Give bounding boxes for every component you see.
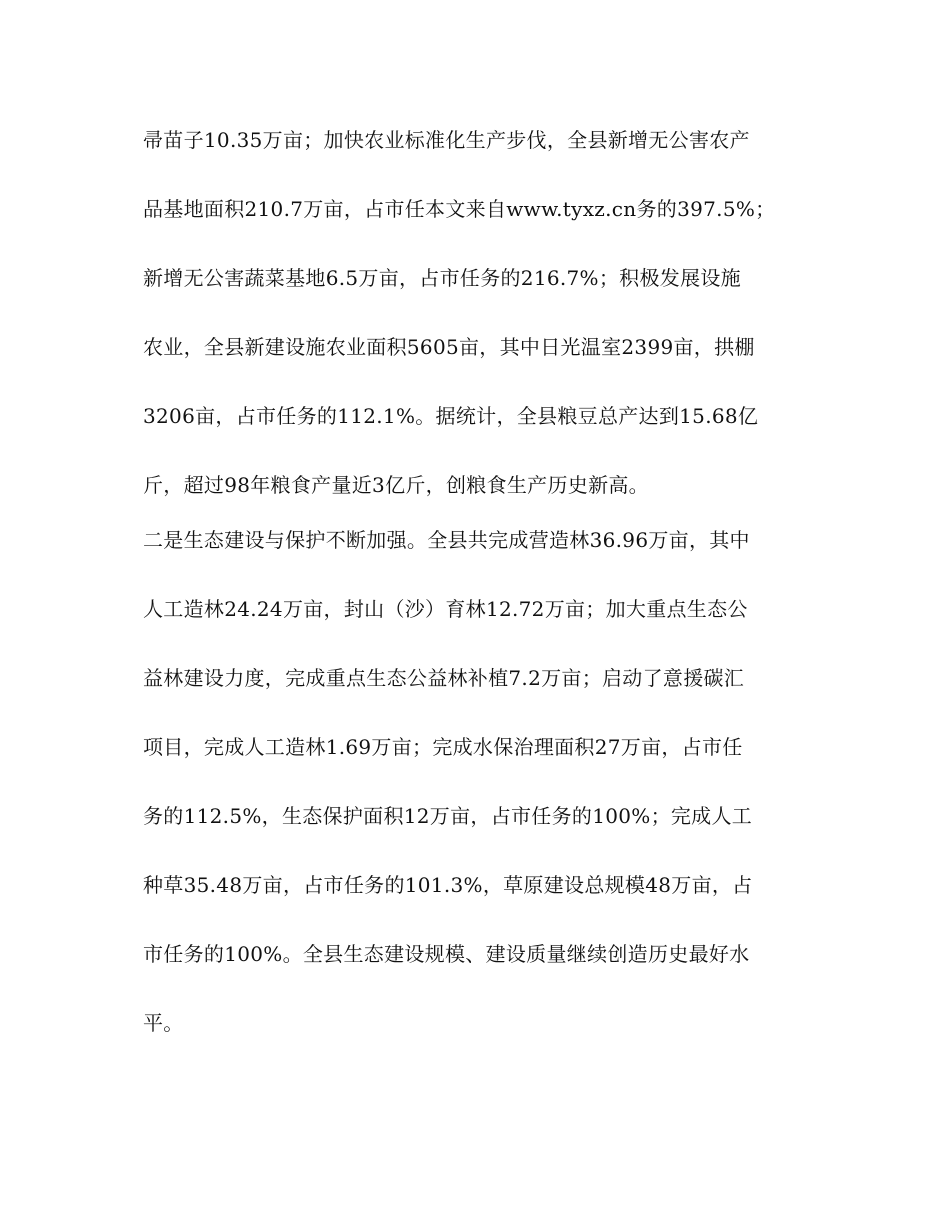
paragraph-2-line-5: 务的112.5%，生态保护面积12万亩，占市任务的100%；完成人工 xyxy=(143,804,753,828)
paragraph-2-line-1: 二是生态建设与保护不断加强。全县共完成营造林36.96万亩，其中 xyxy=(143,528,750,552)
paragraph-1-line-2: 品基地面积210.7万亩，占市任本文来自www.tyxz.cn务的397.5%； xyxy=(143,197,776,221)
paragraph-2-line-3: 益林建设力度，完成重点生态公益林补植7.2万亩；启动了意援碳汇 xyxy=(143,666,745,690)
paragraph-2-line-6: 种草35.48万亩，占市任务的101.3%，草原建设总规模48万亩，占 xyxy=(143,873,753,897)
paragraph-2-line-2: 人工造林24.24万亩，封山（沙）育林12.72万亩；加大重点生态公 xyxy=(143,597,748,621)
paragraph-1-line-1: 帚苗子10.35万亩；加快农业标准化生产步伐，全县新增无公害农产 xyxy=(143,128,750,152)
paragraph-1-line-3: 新增无公害蔬菜基地6.5万亩，占市任务的216.7%；积极发展设施 xyxy=(143,266,741,290)
paragraph-2-line-8: 平。 xyxy=(143,1011,184,1035)
paragraph-1-line-5: 3206亩，占市任务的112.1%。据统计，全县粮豆总产达到15.68亿 xyxy=(143,404,759,428)
paragraph-1-line-4: 农业，全县新建设施农业面积5605亩，其中日光温室2399亩，拱棚 xyxy=(143,335,755,359)
paragraph-1-line-6: 斤，超过98年粮食产量近3亿斤，创粮食生产历史新高。 xyxy=(143,473,649,497)
paragraph-2-line-4: 项目，完成人工造林1.69万亩；完成水保治理面积27万亩，占市任 xyxy=(143,735,743,759)
paragraph-2-line-7: 市任务的100%。全县生态建设规模、建设质量继续创造历史最好水 xyxy=(143,942,750,966)
